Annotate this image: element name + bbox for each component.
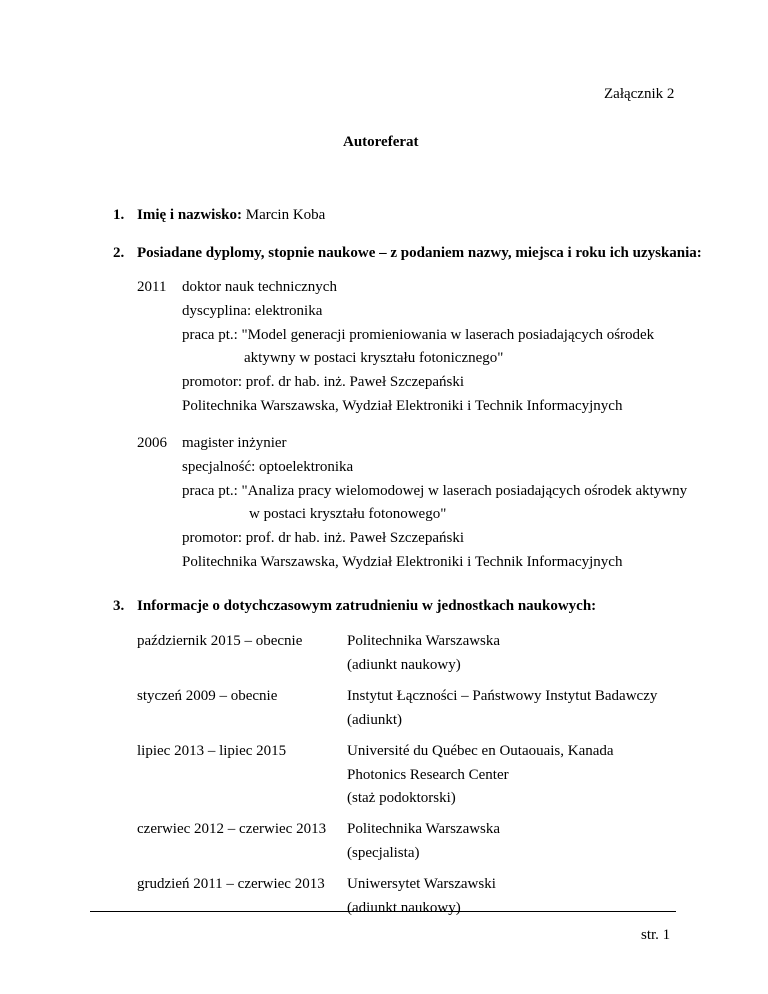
employment-position: (specjalista) (347, 845, 420, 861)
degree-institution: Politechnika Warszawska, Wydział Elektroniki i Technik Informacyjnych (182, 554, 623, 570)
thesis-title-line2: w postaci kryształu fotonowego" (249, 506, 447, 522)
employment-position: (adiunkt) (347, 712, 402, 728)
degree-supervisor: promotor: prof. dr hab. inż. Paweł Szczepański (182, 374, 465, 390)
attachment-label: Załącznik 2 (604, 86, 675, 102)
employment-position: (adiunkt naukowy) (347, 900, 461, 916)
employment-position: (adiunkt naukowy) (347, 657, 461, 673)
section-2-number: 2. (113, 245, 125, 261)
employment-period: czerwiec 2012 – czerwiec 2013 (137, 821, 327, 837)
section-1-line (137, 206, 325, 224)
degree-field: specjalność: optoelektronika (182, 459, 354, 475)
employment-institution: Uniwersytet Warszawski (347, 876, 496, 892)
degree-year: 2006 (137, 435, 167, 451)
employment-period: styczeń 2009 – obecnie (137, 688, 278, 704)
employment-institution: Politechnika Warszawska (347, 633, 501, 649)
employment-unit: Photonics Research Center (347, 767, 509, 783)
thesis-title-line2: aktywny w postaci kryształu fotonicznego" (244, 350, 504, 366)
thesis-title-line1: praca pt.: "Model generacji promieniowania w laserach posiadających ośrodek (182, 327, 655, 343)
employment-period: grudzień 2011 – czerwiec 2013 (137, 876, 325, 892)
name-label: Imię i nazwisko: (137, 207, 242, 223)
document-title: Autoreferat (343, 134, 419, 150)
degree-supervisor: promotor: prof. dr hab. inż. Paweł Szczepański (182, 530, 465, 546)
footer-divider (90, 911, 676, 912)
employment-period: październik 2015 – obecnie (137, 633, 303, 649)
employment-institution: Université du Québec en Outaouais, Kanada (347, 743, 614, 759)
degree-field: dyscyplina: elektronika (182, 303, 323, 319)
thesis-title-line1: praca pt.: "Analiza pracy wielomodowej w laserach posiadających ośrodek aktywny (182, 483, 688, 499)
name-value: Marcin Koba (245, 207, 326, 223)
degree-year: 2011 (137, 279, 167, 295)
employment-period: lipiec 2013 – lipiec 2015 (137, 743, 287, 759)
section-1-number: 1. (113, 207, 125, 223)
page-number: str. 1 (641, 927, 671, 943)
degree-institution: Politechnika Warszawska, Wydział Elektroniki i Technik Informacyjnych (182, 398, 623, 414)
section-2-heading: Posiadane dyplomy, stopnie naukowe – z podaniem nazwy, miejsca i roku ich uzyskania: (137, 245, 702, 261)
degree-title: magister inżynier (182, 435, 287, 451)
section-3-number: 3. (113, 598, 125, 614)
section-3-heading: Informacje o dotychczasowym zatrudnieniu w jednostkach naukowych: (137, 598, 597, 614)
employment-institution: Instytut Łączności – Państwowy Instytut Badawczy (347, 688, 658, 704)
employment-institution: Politechnika Warszawska (347, 821, 501, 837)
degree-title: doktor nauk technicznych (182, 279, 337, 295)
employment-position: (staż podoktorski) (347, 790, 456, 806)
